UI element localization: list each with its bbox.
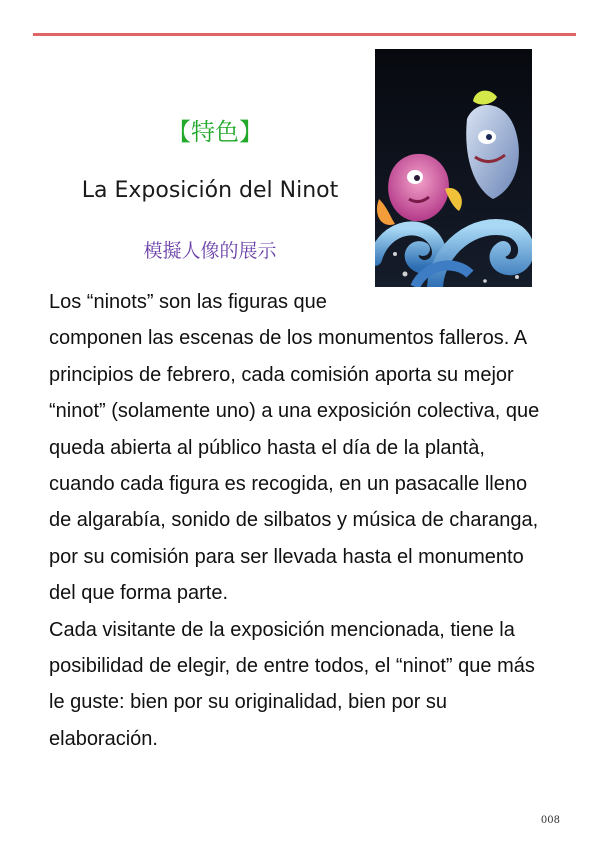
page-title: La Exposición del Ninot — [81, 178, 339, 203]
top-rule — [33, 33, 576, 36]
page-number: 008 — [540, 815, 560, 826]
paragraph-1 — [49, 284, 549, 612]
page-subtitle: 模擬人像的展示 — [143, 240, 277, 262]
ninot-photo — [375, 49, 532, 287]
body-text — [49, 284, 549, 757]
section-tag: 【特色】 — [167, 118, 263, 146]
paragraph-2: Cada visitante de la exposición mencionada, tiene la posibilidad de elegir, de entre todos, el “ninot” que más le guste: bien por su originalidad, bien por su elaboración. — [49, 618, 535, 750]
paragraph-1-rest: componen las escenas de los monumentos falleros. A principios de febrero, cada comisión aporta su mejor “ninot” (solamente uno) a una exposición colectiva, que queda abierta al público hasta el día de la plantà, cuando cada figura es recogida, en un pasacalle lleno de algarabía, sonido de silbatos y música de charanga, por su comisión para ser llevada hasta el monumento del que forma parte. — [49, 327, 540, 605]
ninot-illustration — [375, 49, 532, 287]
paragraph-1-line-1: Los “ninots” son las figuras que — [49, 291, 327, 313]
